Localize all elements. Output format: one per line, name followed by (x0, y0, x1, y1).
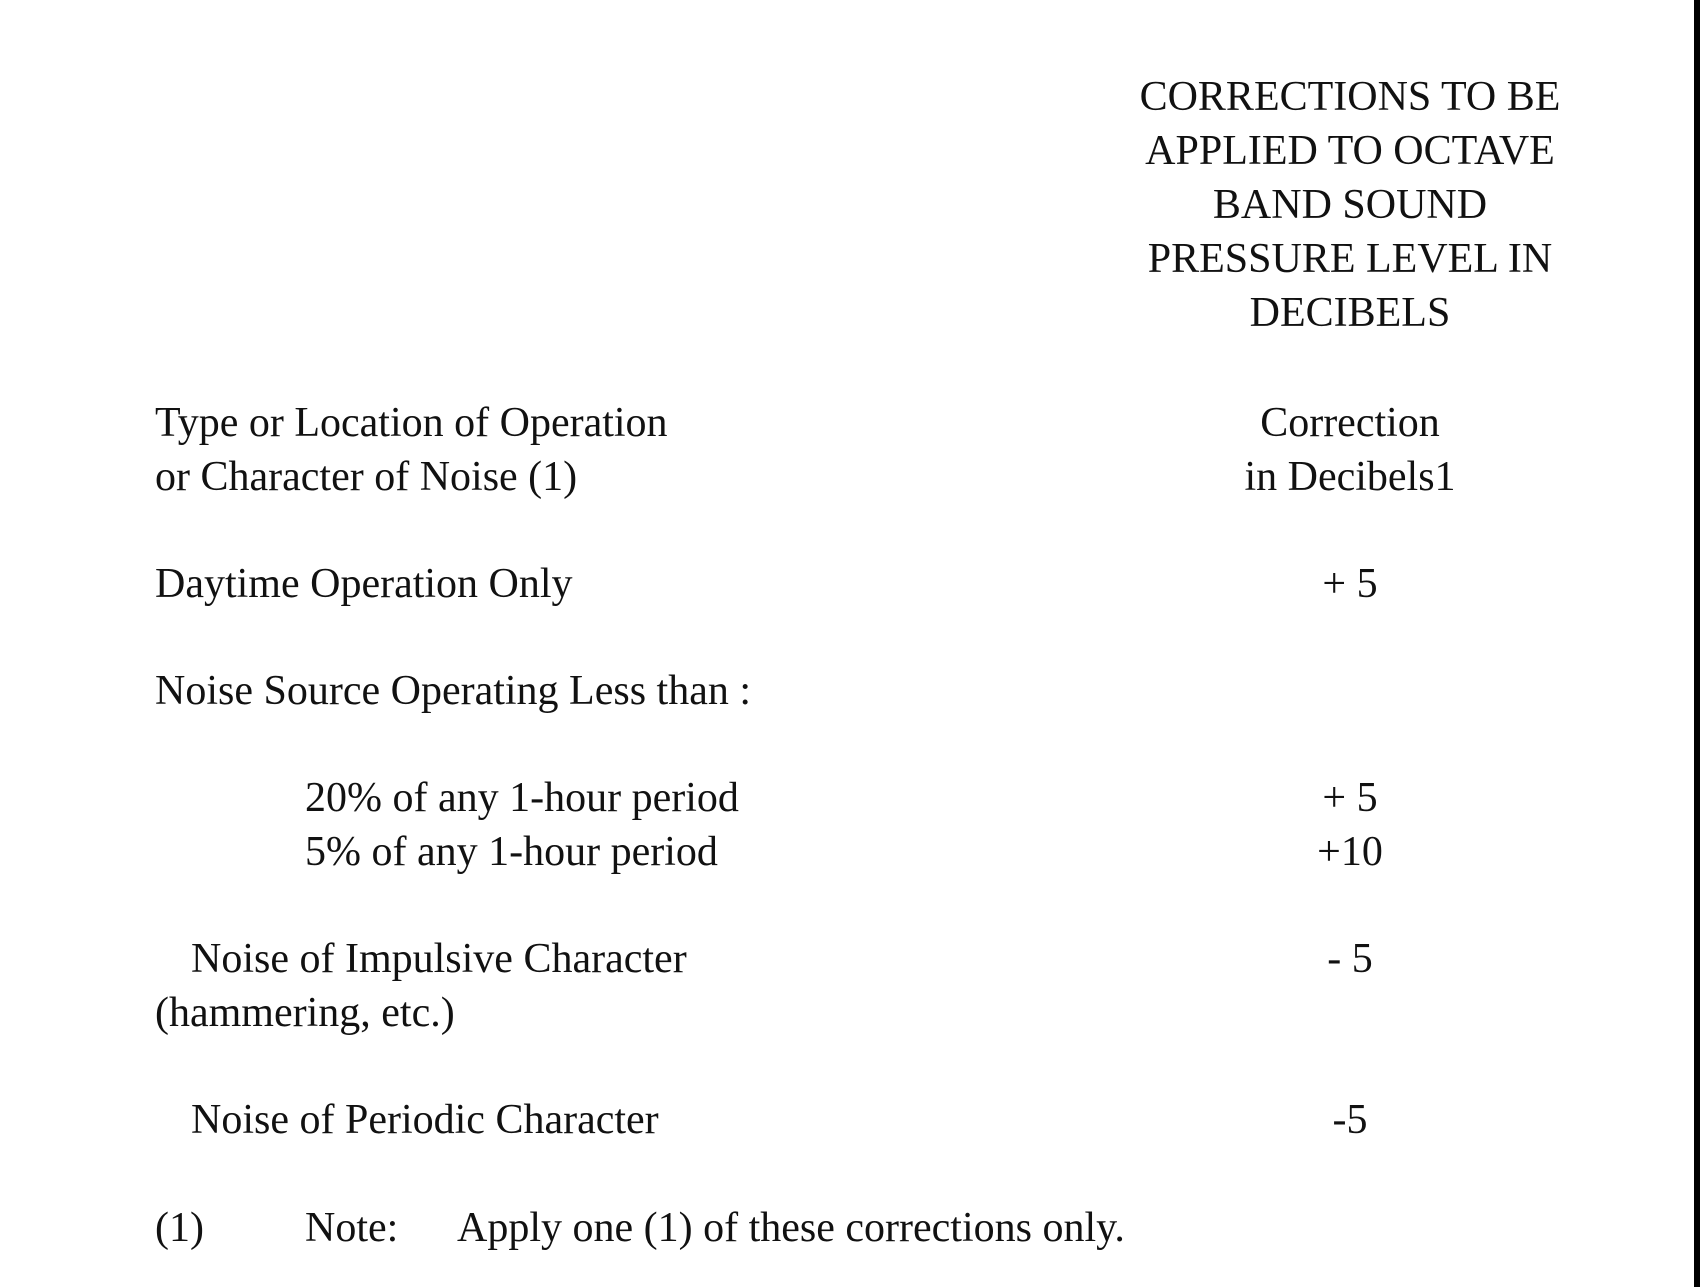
row-impulsive-value: - 5 (1327, 936, 1373, 982)
row-20-percent-label: 20% of any 1-hour period (305, 775, 739, 821)
row-periodic-label: Noise of Periodic Character (191, 1097, 659, 1143)
row-impulsive-label-line1: Noise of Impulsive Character (191, 936, 687, 982)
column-header-correction (1150, 396, 1550, 504)
row-5-percent-value: +10 (1317, 829, 1383, 875)
footnote-text: Apply one (1) of these corrections only. (457, 1205, 1125, 1251)
column-header-type-line1: Type or Location of Operation (155, 400, 668, 446)
column-header-correction-line2: in Decibels1 (1244, 454, 1456, 500)
row-noise-source-label: Noise Source Operating Less than : (155, 668, 752, 714)
column-header-correction-line1: Correction (1260, 400, 1440, 446)
row-daytime-label: Daytime Operation Only (155, 561, 573, 607)
heading-line: PRESSURE LEVEL IN (1147, 236, 1553, 282)
table-heading (1095, 70, 1605, 340)
footnote-number: (1) (155, 1205, 204, 1251)
row-periodic-value: -5 (1332, 1097, 1368, 1143)
column-header-type (155, 396, 668, 504)
heading-line: APPLIED TO OCTAVE (1145, 128, 1555, 174)
heading-line: CORRECTIONS TO BE (1139, 74, 1561, 120)
row-20-percent-value: + 5 (1322, 775, 1378, 821)
page-right-border (1694, 0, 1700, 1287)
heading-line: DECIBELS (1249, 290, 1451, 336)
row-daytime-value: + 5 (1322, 561, 1378, 607)
row-impulsive-label-line2: (hammering, etc.) (155, 990, 455, 1036)
column-header-type-line2: or Character of Noise (1) (155, 454, 578, 500)
heading-line: BAND SOUND (1212, 182, 1488, 228)
footnote-label: Note: (305, 1205, 399, 1251)
row-5-percent-label: 5% of any 1-hour period (305, 829, 718, 875)
